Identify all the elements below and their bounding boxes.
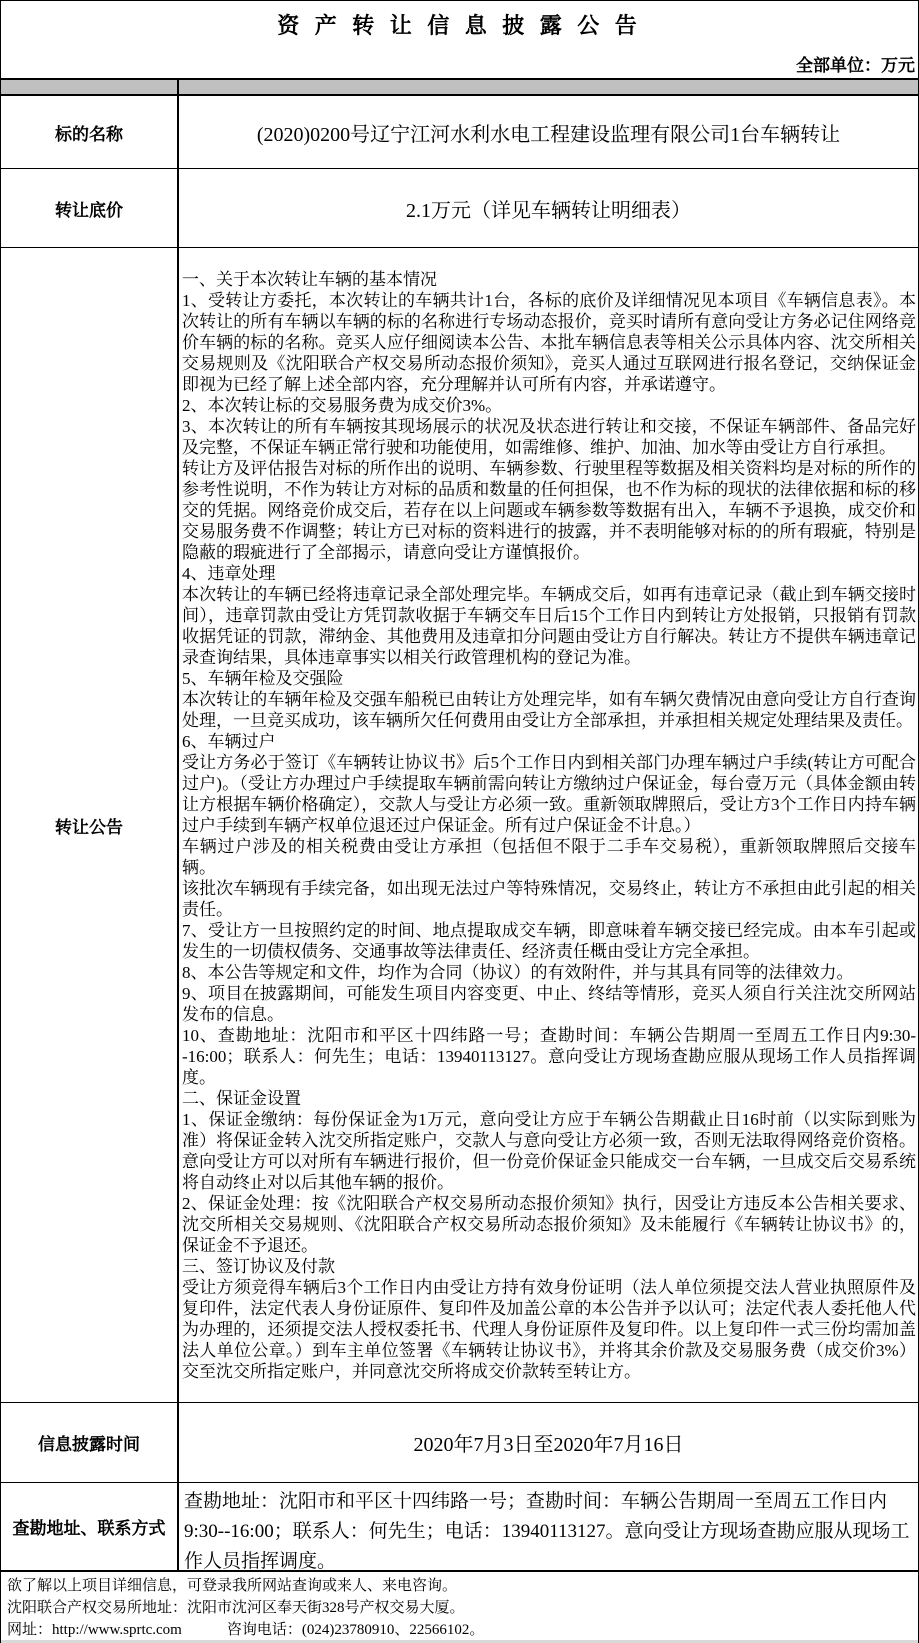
base-price-label: 转让底价 — [1, 169, 179, 247]
table-row-announcement — [1, 248, 918, 1403]
table-row-inspection-contact — [1, 1483, 918, 1572]
footer-note-website-phone: 网址：http://www.sprtc.com 咨询电话：(024)23780910、22566102。 — [7, 1622, 485, 1638]
table-header-cell-right — [179, 80, 918, 94]
announcement-paragraph: 本次转让的车辆已经将违章记录全部处理完毕。车辆成交后，如再有违章记录（截止到车辆交接时间），违章罚款由受让方凭罚款收据于车辆交车日后15个工作日内到转让方处报销，只报销有罚款收据凭证的罚款，滞纳金、其他费用及违章扣分问题由受让方自行解决。转让方不提供车辆违章记录查询结果，具体违章事实以相关行政管理机构的登记为准。 — [182, 584, 916, 667]
announcement-paragraph: 10、查勘地址：沈阳市和平区十四纬路一号；查勘时间：车辆公告期周一至周五工作日内9:30--16:00；联系人：何先生；电话：13940113127。意向受让方现场查勘应服从现场工作人员指挥调度。 — [182, 1025, 916, 1087]
announcement-paragraph: 4、违章处理 — [182, 563, 276, 583]
table-row-disclosure-period — [1, 1403, 918, 1483]
base-price-value: 2.1万元（详见车辆转让明细表） — [406, 199, 691, 222]
announcement-paragraph: 6、车辆过户 — [182, 731, 276, 751]
disclosure-period-value: 2020年7月3日至2020年7月16日 — [413, 1434, 684, 1456]
announcement-paragraph: 8、本公告等规定和文件，均作为合同（协议）的有效附件，并与其具有同等的法律效力。 — [182, 962, 854, 982]
subject-label: 标的名称 — [1, 96, 179, 168]
table-header-cell-left — [1, 80, 179, 94]
table-row-subject — [1, 96, 918, 169]
announcement-paragraph: 5、车辆年检及交强险 — [182, 668, 344, 688]
announcement-body — [179, 248, 918, 1402]
announcement-paragraph: 转让方及评估报告对标的所作出的说明、车辆参数、行驶里程等数据及相关资料均是对标的所作的参考性说明，不作为转让方对标的品质和数量的任何担保，也不作为标的现状的法律依据和标的移交的凭据。网络竞价成交后，若存在以上问题或车辆参数等数据有出入，车辆不予退换，成交价和交易服务费不作调整；转让方已对标的资料进行的披露，并不表明能够对标的的所有瑕疵，特别是隐蔽的瑕疵进行了全部揭示，请意向受让方谨慎报价。 — [182, 458, 916, 562]
footer-note-address: 沈阳联合产权交易所地址：沈阳市沈河区奉天街328号产权交易大厦。 — [7, 1600, 465, 1616]
announcement-paragraph: 2、本次转让标的交易服务费为成交价3%。 — [182, 395, 503, 415]
inspection-contact-value: 查勘地址：沈阳市和平区十四纬路一号；查勘时间：车辆公告期周一至周五工作日内9:30--16:00；联系人：何先生；电话：13940113127。意向受让方现场查勘应服从现场工作人员指挥调度。 — [184, 1491, 910, 1572]
table-header-bar — [1, 78, 918, 96]
announcement-paragraph: 7、受让方一旦按照约定的时间、地点提取成交车辆，即意味着车辆交接已经完成。由本车引起或发生的一切债权债务、交通事故等法律责任、经济责任概由受让方完全承担。 — [182, 920, 916, 961]
announcement-label: 转让公告 — [1, 248, 179, 1402]
inspection-contact-label: 查勘地址、联系方式 — [1, 1483, 179, 1570]
announcement-paragraph: 本次转让的车辆年检及交强车船税已由转让方处理完毕，如有车辆欠费情况由意向受让方自行查询处理，一旦竞买成功，该车辆所欠任何费用由受让方全部承担，并承担相关规定处理结果及责任。 — [182, 689, 916, 730]
page-title: 资 产 转 让 信 息 披 露 公 告 — [277, 13, 642, 38]
subject-value: (2020)0200号辽宁江河水利水电工程建设监理有限公司1台车辆转让 — [256, 123, 841, 146]
disclosure-period-label: 信息披露时间 — [1, 1403, 179, 1482]
announcement-paragraph: 车辆过户涉及的相关税费由受让方承担（包括但不限于二手车交易税），重新领取牌照后交接车辆。 — [182, 836, 916, 877]
announcement-paragraph: 一、关于本次转让车辆的基本情况 — [182, 269, 437, 289]
announcement-paragraph: 受让方须竞得车辆后3个工作日内由受让方持有效身份证明（法人单位须提交法人营业执照原件及复印件，法定代表人身份证原件、复印件及加盖公章的本公告并予以认可；法定代表人委托他人代为办理的，还须提交法人授权委托书、代理人身份证原件及复印件。以上复印件一式三份均需加盖法人单位公章。）到车主单位签署《车辆转让协议书》，并将其余价款及交易服务费（成交价3%）交至沈交所指定账户，并同意沈交所将成交价款转至转让方。 — [182, 1277, 916, 1381]
announcement-paragraph: 2、保证金处理：按《沈阳联合产权交易所动态报价须知》执行，因受让方违反本公告相关要求、沈交所相关交易规则、《沈阳联合产权交易所动态报价须知》及未能履行《车辆转让协议书》的，保证金不予退还。 — [182, 1193, 916, 1255]
unit-note: 全部单位：万元 — [796, 56, 915, 75]
footer-notes — [1, 1572, 918, 1639]
announcement-paragraph: 9、项目在披露期间，可能发生项目内容变更、中止、终结等情形，竞买人须自行关注沈交所网站发布的信息。 — [182, 983, 916, 1024]
announcement-paragraph: 受让方务必于签订《车辆转让协议书》后5个工作日内到相关部门办理车辆过户手续(转让方可配合过户)。（受让方办理过户手续提取车辆前需向转让方缴纳过户保证金，每台壹万元（具体金额由转让方根据车辆价格确定），交款人与受让方必须一致。重新领取牌照后，受让方3个工作日内持车辆过户手续到车辆产权单位退还过户保证金。所有过户保证金不计息。） — [182, 752, 916, 835]
announcement-paragraph: 3、本次转让的所有车辆按其现场展示的状况及状态进行转让和交接，不保证车辆部件、备品完好及完整，不保证车辆正常行驶和功能使用，如需维修、维护、加油、加水等由受让方自行承担。 — [182, 416, 916, 457]
table-row-base-price — [1, 169, 918, 248]
announcement-paragraph: 1、受转让方委托，本次转让的车辆共计1台，各标的底价及详细情况见本项目《车辆信息表》。本次转让的所有车辆以车辆的标的名称进行专场动态报价，竞买时请所有意向受让方务必记住网络竞价车辆的标的名称。竞买人应仔细阅读本公告、本批车辆信息表等相关公示具体内容、沈交所相关交易规则及《沈阳联合产权交易所动态报价须知》，竞买人通过互联网进行报名登记，交纳保证金即视为已经了解上述全部内容，充分理解并认可所有内容，并承诺遵守。 — [182, 290, 916, 394]
announcement-paragraph: 三、签订协议及付款 — [182, 1256, 335, 1276]
title-area — [1, 1, 918, 78]
announcement-paragraph: 1、保证金缴纳：每份保证金为1万元，意向受让方应于车辆公告期截止日16时前（以实际到账为准）将保证金转入沈交所指定账户，交款人与意向受让方必须一致，否则无法取得网络竞价资格。意向受让方可以对所有车辆进行报价，但一份竞价保证金只能成交一台车辆，一旦成交后交易系统将自动终止对以后其他车辆的报价。 — [182, 1109, 916, 1192]
announcement-paragraph: 该批次车辆现有手续完备，如出现无法过户等特殊情况，交易终止，转让方不承担由此引起的相关责任。 — [182, 878, 916, 919]
footer-note-info: 欲了解以上项目详细信息，可登录我所网站查询或来人、来电咨询。 — [7, 1578, 458, 1594]
announcement-paragraph: 二、保证金设置 — [182, 1088, 301, 1108]
